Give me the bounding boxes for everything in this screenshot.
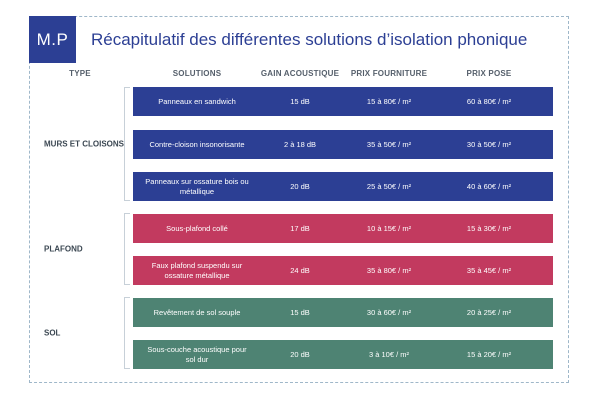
cell-solution: Contre-cloison insonorisante xyxy=(149,139,245,149)
table-row xyxy=(133,298,553,327)
cell-solution: Panneaux en sandwich xyxy=(158,96,236,106)
header-type: TYPE xyxy=(69,69,91,78)
table-row xyxy=(133,87,553,116)
cell-solution: Panneaux sur ossature bois ou métallique xyxy=(145,177,249,196)
cell-prix-fourniture: 25 à 50€ / m² xyxy=(366,181,412,191)
cell-solution: Revêtement de sol souple xyxy=(153,307,241,317)
group-label-plafond: PLAFOND xyxy=(44,244,83,254)
cell-solution: Faux plafond suspendu sur ossature métallique xyxy=(151,261,243,280)
cell-solution: Sous-couche acoustique pour sol dur xyxy=(147,345,247,364)
header-solutions: SOLUTIONS xyxy=(172,69,222,78)
cell-gain: 24 dB xyxy=(290,265,310,275)
cell-prix-fourniture: 35 à 50€ / m² xyxy=(366,139,412,149)
cell-gain: 15 dB xyxy=(290,96,310,106)
header-prix-fourniture: PRIX FOURNITURE xyxy=(350,69,428,78)
header-gain: GAIN ACOUSTIQUE xyxy=(260,69,340,78)
cell-prix-fourniture: 3 à 10€ / m² xyxy=(368,349,410,359)
table-row xyxy=(133,340,553,369)
group-bracket-sol xyxy=(124,297,130,369)
cell-prix-fourniture: 15 à 80€ / m² xyxy=(366,96,412,106)
group-bracket-plafond xyxy=(124,213,130,285)
cell-gain: 20 dB xyxy=(290,181,310,191)
page-title: Récapitulatif des différentes solutions d’isolation phonique xyxy=(91,30,528,49)
cell-gain: 17 dB xyxy=(290,223,310,233)
table-row xyxy=(133,130,553,159)
group-label-murs: MURS ET CLOISONS xyxy=(44,139,125,149)
group-bracket-murs xyxy=(124,87,130,201)
cell-prix-fourniture: 35 à 80€ / m² xyxy=(366,265,412,275)
cell-prix-pose: 20 à 25€ / m² xyxy=(466,307,512,317)
cell-prix-pose: 15 à 30€ / m² xyxy=(466,223,512,233)
logo: M.P xyxy=(29,16,76,63)
cell-gain: 20 dB xyxy=(290,349,310,359)
cell-gain: 15 dB xyxy=(290,307,310,317)
table-row xyxy=(133,256,553,285)
cell-prix-pose: 60 à 80€ / m² xyxy=(466,96,512,106)
group-label-sol: SOL xyxy=(44,328,61,338)
header-prix-pose: PRIX POSE xyxy=(466,69,512,78)
cell-gain: 2 à 18 dB xyxy=(283,139,317,149)
cell-prix-pose: 15 à 20€ / m² xyxy=(466,349,512,359)
table-row xyxy=(133,172,553,201)
cell-prix-fourniture: 10 à 15€ / m² xyxy=(366,223,412,233)
cell-prix-pose: 30 à 50€ / m² xyxy=(466,139,512,149)
cell-prix-fourniture: 30 à 60€ / m² xyxy=(366,307,412,317)
cell-prix-pose: 35 à 45€ / m² xyxy=(466,265,512,275)
cell-solution: Sous-plafond collé xyxy=(166,223,228,233)
table-row xyxy=(133,214,553,243)
cell-prix-pose: 40 à 60€ / m² xyxy=(466,181,512,191)
